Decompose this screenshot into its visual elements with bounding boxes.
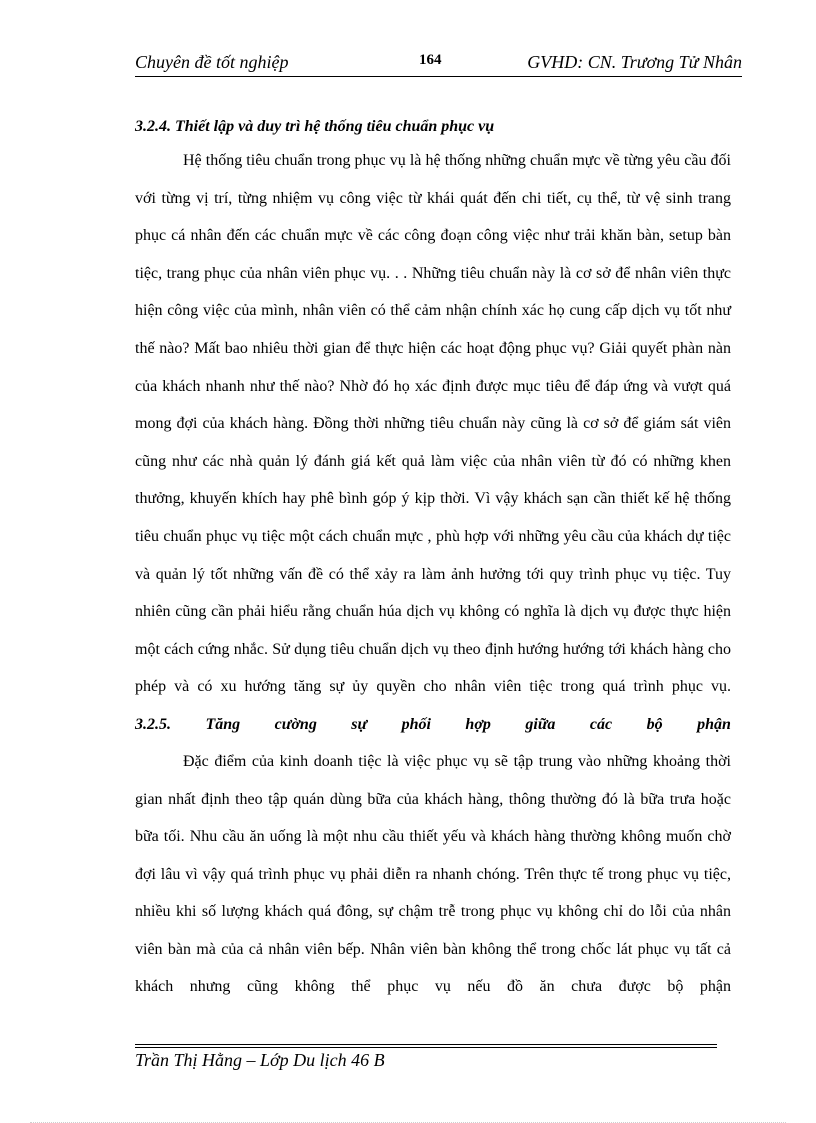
footer-divider-top [135,1044,717,1045]
page-footer-author: Trần Thị Hằng – Lớp Du lịch 46 B [135,1050,385,1070]
section-paragraph-3-2-5: Đặc điểm của kinh doanh tiệc là việc phục vụ sẽ tập trung vào những khoảng thời gian nhất định theo tập quán dùng bữa của khách hàng, thông thường đó là bữa trưa hoặc bữa tối. Nhu cầu ăn uống là một nhu cầu thiết yếu và khách hàng thường không muốn chờ đợi lâu vì vậy quá trình phục vụ phải diễn ra nhanh chóng. Trên thực tế trong phục vụ tiệc, nhiều khi số lượng khách quá đông, sự chậm trễ trong phục vụ không chỉ do lỗi của nhân viên bàn mà của cả nhân viên bếp. Nhân viên bàn không thể trong chốc lát phục vụ tất cả khách nhưng cũng không thể phục vụ nếu đồ ăn chưa được bộ phận [135,752,731,996]
section-heading-3-2-5 [135,706,731,743]
section-paragraph-3-2-4: Hệ thống tiêu chuẩn trong phục vụ là hệ thống những chuẩn mực về từng yêu cầu đối với từng vị trí, từng nhiệm vụ công việc từ khái quát đến chi tiết, cụ thể, từ vệ sinh trang phục cá nhân đến các chuẩn mực về các công đoạn công việc như trải khăn bàn, setup bàn tiệc, trang phục của nhân viên phục vụ. . . Những tiêu chuẩn này là cơ sở để nhân viên thực hiện công việc của mình, nhân viên có thể cảm nhận chính xác họ cung cấp dịch vụ tốt như thế nào? Mất bao nhiêu thời gian để thực hiện các hoạt động phục vụ? Giải quyết phàn nàn của khách nhanh như thế nào? Nhờ đó họ xác định được mục tiêu để đáp ứng và vượt quá mong đợi của khách hàng. Đồng thời những tiêu chuẩn này cũng là cơ sở để giám sát viên cũng như các nhà quản lý đánh giá kết quả làm việc của nhân viên từ đó có những khen thưởng, khuyến khích hay phê bình góp ý kịp thời. Vì vậy khách sạn cần thiết kế hệ thống tiêu chuẩn phục vụ tiệc một cách chuẩn mực , phù hợp với những yêu cầu của khách dự tiệc và quản lý tốt những vấn đề có thể xảy ra làm ảnh hưởng tới quy trình phục vụ tiệc. Tuy nhiên cũng cần phải hiểu rằng chuẩn húa dịch vụ không có nghĩa là dịch vụ được thực hiện một cách cứng nhắc. Sử dụng tiêu chuẩn dịch vụ theo định hướng hướng tới khách hàng cho phép và có xu hướng tăng sự ủy quyền cho nhân viên tiệc trong quá trình phục vụ. [135,152,731,696]
heading-word: cường [274,715,317,733]
heading-word: 3.2.5. [135,715,171,733]
heading-word: các [589,715,613,733]
page-body [135,112,731,1006]
page-number: 164 [419,52,442,68]
footer-divider-bottom [135,1047,717,1048]
heading-word: bộ [646,715,663,733]
heading-word: Tăng [205,715,241,733]
section-heading-3-2-4: 3.2.4. Thiết lập và duy trì hệ thống tiêu chuẩn phục vụ [135,118,495,135]
heading-word: phối [401,715,431,733]
heading-word: hợp [465,715,491,733]
header-document-type: Chuyên đề tốt nghiệp [135,52,289,72]
header-divider [135,76,742,77]
header-supervisor: GVHD: CN. Trương Tử Nhân [527,52,742,72]
heading-word: phận [697,715,731,733]
heading-word: sự [351,715,368,733]
heading-word: giữa [525,715,556,733]
